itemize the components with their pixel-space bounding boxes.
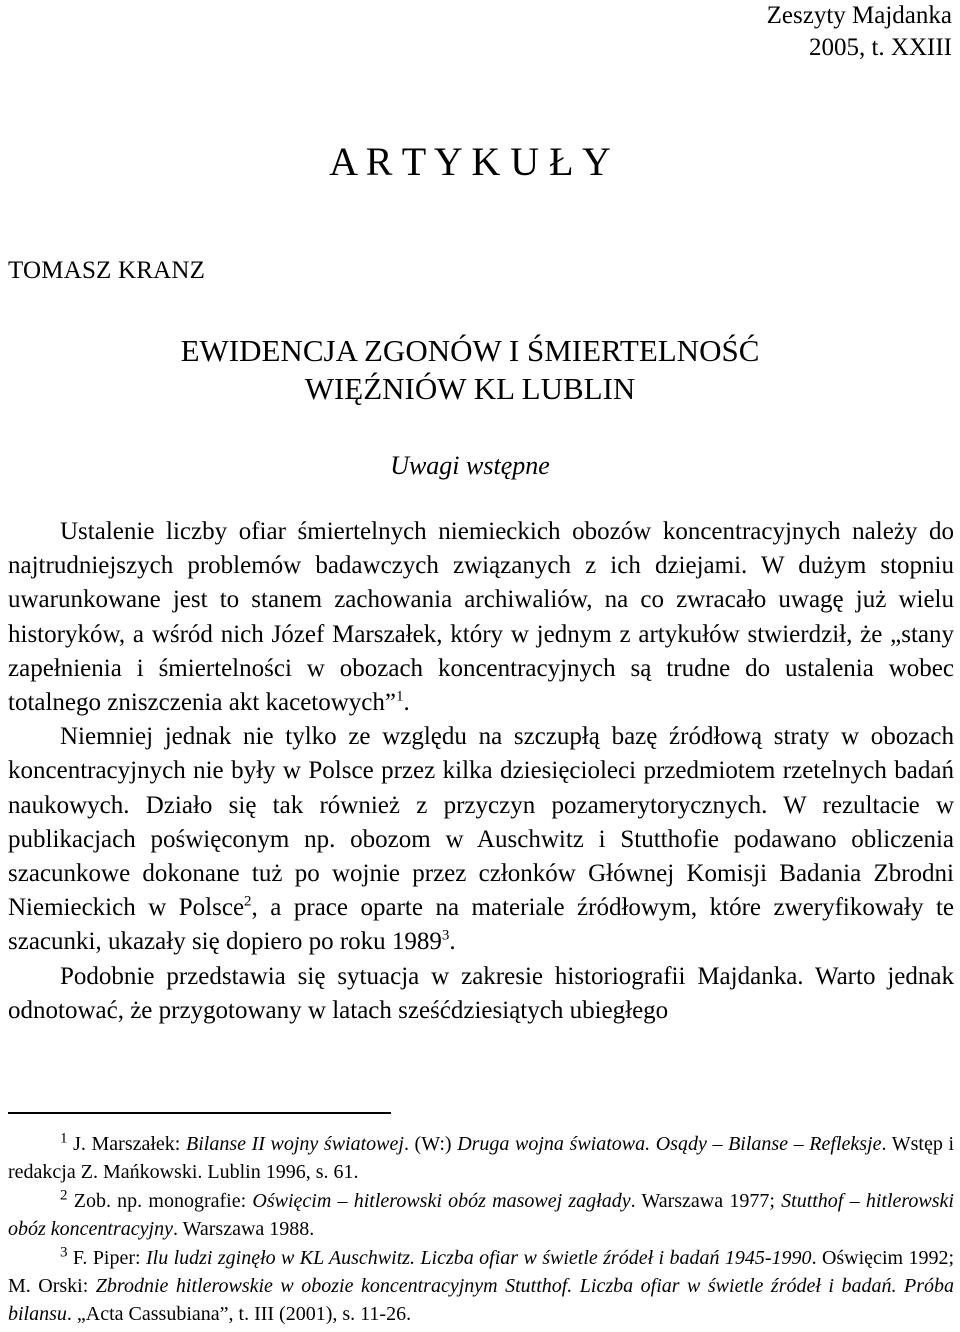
footnote-separator [8,1112,391,1114]
footnote-text: F. Piper: [67,1246,146,1269]
article-title [0,332,940,408]
journal-name: Zeszyty Majdanka [766,2,952,29]
footnote-italic: Bilanse II wojny światowej [185,1133,404,1155]
footnote-text: . (W:) [403,1133,458,1155]
section-title: A R T Y K U Ł Y [329,139,611,184]
footnote-text: Zob. np. monografie: [67,1189,253,1212]
paragraph-2 [8,720,954,959]
footnote-text: . Oświęcim 1992; M. Orski: [8,1246,955,1298]
article-title-line-1: EWIDENCJA ZGONÓW I ŚMIERTELNOŚĆ [180,333,760,368]
paragraph-3 [8,960,954,1028]
subheading: Uwagi wstępne [390,451,550,480]
footnote-2 [8,1187,954,1244]
footnote-number: 2 [60,1187,68,1204]
footnote-text: . Warszawa 1977; [630,1189,782,1212]
footnote-ref-1: 1 [396,688,404,705]
footnote-italic: Druga wojna światowa. Osądy – Bilanse – Refleksje [457,1133,882,1155]
paragraph-2-text-a: Niemniej jednak nie tylko ze względu na szczupłą bazę źródłową straty w obozach koncentracyjnych nie były w Polsce przez kilka dziesięcioleci przedmiotem rzetelnych badań naukowych. Działo się tak również z przyczyn pozamerytorycznych. W rezultacie w publikacjach poświęconym np. obozom w Auschwitz i Stutthofie podawano obliczenia szacunkowe dokonane tuż po wojnie przez członków Głównej Komisji Badania Zbrodni Niemieckich w Polsce [8,723,954,922]
paragraph-2-end: . [449,928,456,956]
paragraph-1 [8,515,954,720]
article-title-line-2: WIĘŹNIÓW KL LUBLIN [304,371,636,406]
journal-volume: 2005, t. XXIII [808,34,952,61]
footnotes [8,1130,954,1329]
footnote-ref-2: 2 [244,893,252,910]
footnote-text: . Wstęp i redakcja Z. Mańkowski. Lublin 1996, s. 61. [8,1133,955,1184]
footnote-italic: Ilu ludzi zginęło w KL Auschwitz. Liczba ofiar w świetle źródeł i badań 1945-1990 [145,1246,812,1269]
paragraph-3-text: Podobnie przedstawia się sytuacja w zakresie historiografii Majdanka. Warto jednak odnotować, że przygotowany w latach sześćdziesiątych ubiegłego [8,962,954,1024]
footnote-number: 3 [60,1243,68,1260]
paragraph-1-end: . [403,689,410,717]
author-name: TOMASZ KRANZ [8,257,206,284]
footnote-text: . „Acta Cassubiana”, t. III (2001), s. 11-26. [66,1303,412,1326]
footnote-italic: Zbrodnie hitlerowskie w obozie koncentracyjnym Stutthof. Liczba ofiar w świetle źródeł i badań. Próba bilansu [8,1275,954,1326]
footnote-3 [8,1244,954,1329]
footnote-text: J. Marszałek: [67,1133,186,1155]
paragraph-2-text-b: , a prace oparte na materiale źródłowym, które zweryfikowały te szacunki, ukazały się dopiero po roku 1989 [8,894,954,956]
body-text [8,515,954,1028]
paragraph-1-text: Ustalenie liczby ofiar śmiertelnych niemieckich obozów koncentracyjnych należy do najtrudniejszych problemów badawczych związanych z ich dziejami. W dużym stopniu uwarunkowane jest to stanem zachowania archiwaliów, na co zwracało uwagę już wielu historyków, a wśród nich Józef Marszałek, który w jednym z artykułów stwierdził, że „stany zapełnienia i śmiertelności w obozach koncentracyjnych są trudne do ustalenia wobec totalnego zniszczenia akt kacetowych” [8,518,954,717]
footnote-ref-3: 3 [441,928,450,945]
footnote-italic: Stutthof – hitlerowski obóz koncentracyjny [8,1189,954,1241]
footnote-text: . Warszawa 1988. [172,1218,315,1241]
journal-header [767,0,952,64]
footnote-number: 1 [60,1130,68,1147]
footnote-italic: Oświęcim – hitlerowski obóz masowej zagłady [252,1189,631,1212]
footnote-1 [8,1130,954,1187]
